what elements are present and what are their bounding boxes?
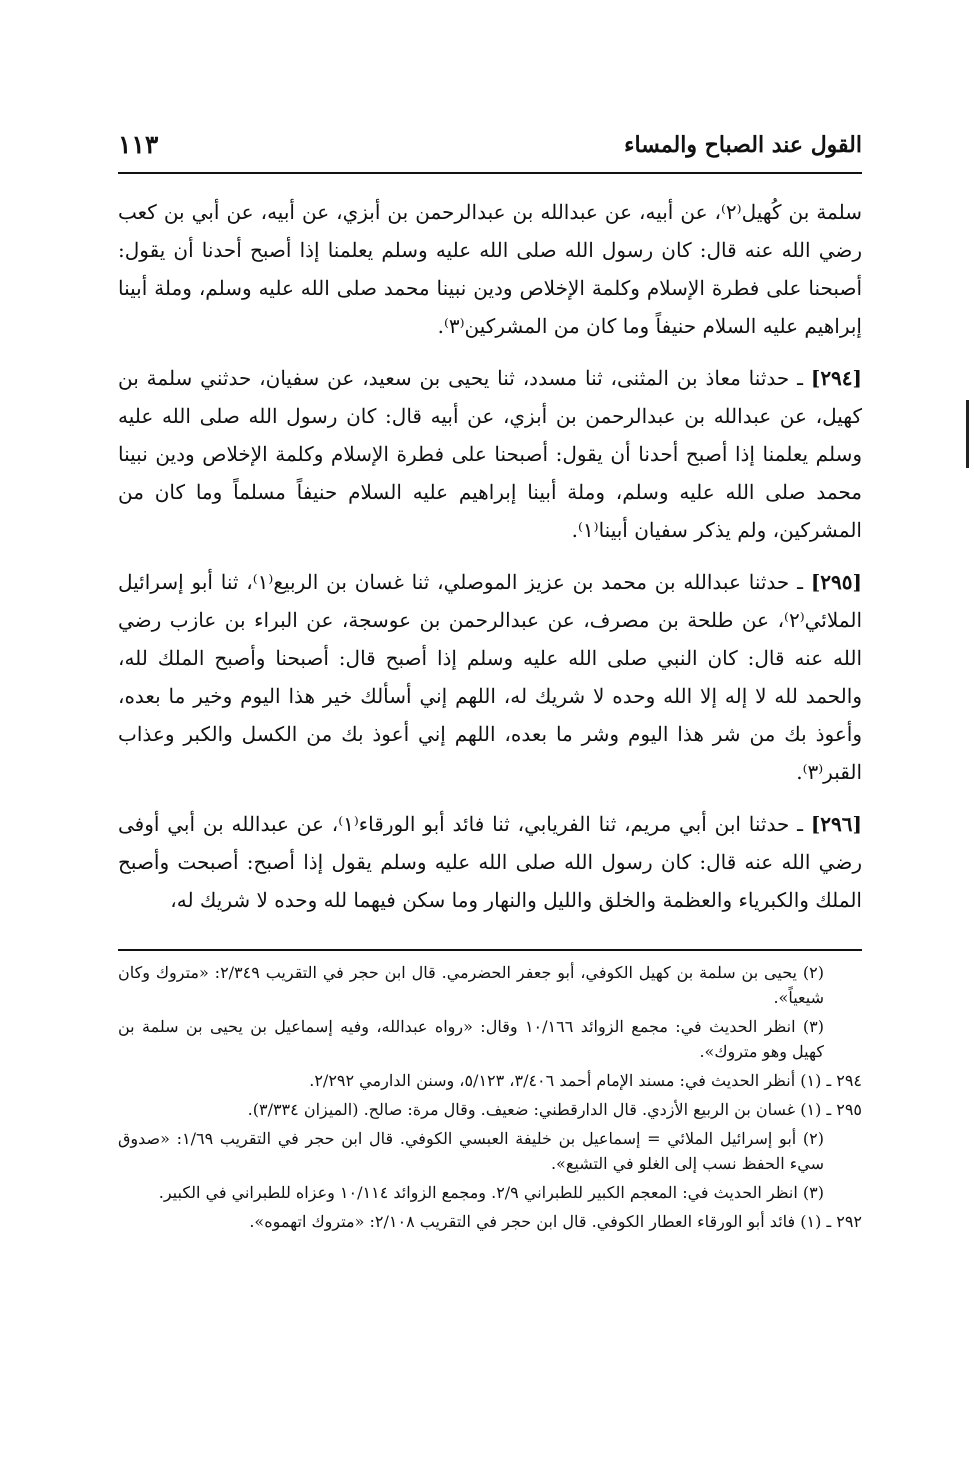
running-title: القول عند الصباح والمساء: [624, 132, 862, 158]
main-text: [118, 193, 862, 933]
footnote-label: (٣): [802, 1183, 824, 1202]
footnote-text: غسان بن الربيع الأزدي. قال الدارقطني: ضعيف. وقال مرة: صالح. (الميزان ٣/٣٣٤).: [247, 1100, 796, 1119]
footnote: [118, 960, 862, 1010]
hadith-number: [٢٩٦]: [810, 812, 862, 836]
hadith-number: [٢٩٥]: [810, 570, 862, 594]
paragraph-text: ـ حدثنا ابن أبي مريم، ثنا الفريابي، ثنا فائد أبو الورقاء⁽١⁾، عن عبدالله بن أبي أوفى رضي الله عنه قال: كان رسول الله صلى الله عليه وسلم يقول إذا أصبح: أصبحت وأصبح الملك والكبرياء والعظمة والخلق والليل والنهار وما سكن فيهما لله وحده لا شريك له،: [118, 812, 862, 912]
paragraph-text: سلمة بن كُهيل⁽٢⁾، عن أبيه، عن عبدالله بن عبدالرحمن بن أبزي، عن أبيه، عن أبي بن كعب رضي الله عنه قال: كان رسول الله صلى الله عليه وسلم يعلمنا إذا أصبح أحدنا أن يقول: أصبحنا على فطرة الإسلام وكلمة الإخلاص ودين نبينا محمد صلى الله عليه وسلم، وملة أبينا إبراهيم عليه السلام حنيفاً وما كان من المشركين⁽٣⁾.: [118, 200, 862, 338]
footnote-text: انظر الحديث في: المعجم الكبير للطبراني ٢/٩. ومجمع الزوائد ١٠/١١٤ وعزاه للطبراني في الكبير.: [158, 1183, 798, 1202]
hadith-296: [118, 805, 862, 919]
footnote: [118, 1014, 862, 1064]
page-header: [118, 122, 862, 174]
footnote-text: أبو إسرائيل الملائي = إسماعيل بن خليفة العبسي الكوفي. قال ابن حجر في التقريب ١/٦٩: «صدوق سيء الحفظ نسب إلى الغلو في التشيع».: [118, 1129, 824, 1173]
footnote-label: (٣): [802, 1017, 824, 1036]
footnote-text: انظر الحديث في: مجمع الزوائد ١٠/١٦٦ وقال: «رواه عبدالله، وفيه إسماعيل بن يحيى بن سلمة بن كهيل وهو متروك».: [118, 1017, 824, 1061]
footnote-label: ٢٩٥ ـ (١): [800, 1100, 862, 1119]
paragraph-text: ـ حدثنا عبدالله بن محمد بن عزيز الموصلي، ثنا غسان بن الربيع⁽١⁾، ثنا أبو إسرائيل الملائي⁽٢⁾، عن طلحة بن مصرف، عن عبدالرحمن بن عوسجة، عن البراء بن عازب رضي الله عنه قال: كان النبي صلى الله عليه وسلم إذا أصبح قال: أصبحنا وأصبح الملك لله، والحمد لله لا إله إلا الله وحده لا شريك له، اللهم إني أسألك خير هذا اليوم وخير ما بعده، وأعوذ بك من شر هذا اليوم وشر ما بعده، اللهم إني أعوذ بك من الكسل والكبر وعذاب القبر⁽٣⁾.: [118, 570, 862, 784]
hadith-295: [118, 563, 862, 791]
footnote: [118, 1068, 862, 1093]
footnote-text: فائد أبو الورقاء العطار الكوفي. قال ابن حجر في التقريب ٢/١٠٨: «متروك اتهموه».: [249, 1212, 796, 1231]
scan-edge-mark: [966, 400, 969, 468]
footnote-text: يحيى بن سلمة بن كهيل الكوفي، أبو جعفر الحضرمي. قال ابن حجر في التقريب ٢/٣٤٩: «متروك وكان شيعياً».: [118, 963, 824, 1007]
footnote-divider: [118, 949, 862, 951]
footnote: [118, 1097, 862, 1122]
footnote-text: أنظر الحديث في: مسند الإمام أحمد ٣/٤٠٦، ٥/١٢٣، وسنن الدارمي ٢/٢٩٢.: [309, 1071, 796, 1090]
footnote: [118, 1180, 862, 1205]
footnote: [118, 1209, 862, 1234]
footnote-label: (٢): [802, 963, 824, 982]
footnote-label: (٢): [802, 1129, 825, 1148]
page-number: ١١٣: [118, 130, 159, 159]
paragraph-text: ـ حدثنا معاذ بن المثنى، ثنا مسدد، ثنا يحيى بن سعيد، عن سفيان، حدثني سلمة بن كهيل، عن عبدالله بن عبدالرحمن بن أبزي، عن أبيه قال: كان رسول الله صلى الله عليه وسلم يعلمنا إذا أصبح أحدنا أن يقول: أصبحنا على فطرة الإسلام وكلمة الإخلاص ودين نبينا محمد صلى الله عليه وسلم، وملة أبينا إبراهيم عليه السلام حنيفاً مسلماً وما كان من المشركين، ولم يذكر سفيان أبينا⁽١⁾.: [118, 366, 862, 542]
footnotes: [118, 960, 862, 1238]
paragraph-continuation: [118, 193, 862, 345]
hadith-number: [٢٩٤]: [810, 366, 863, 390]
footnote: [118, 1126, 862, 1176]
footnote-label: ٢٩٤ ـ (١): [800, 1071, 862, 1090]
footnote-label: ٢٩٢ ـ (١): [800, 1212, 862, 1231]
hadith-294: [118, 359, 862, 549]
